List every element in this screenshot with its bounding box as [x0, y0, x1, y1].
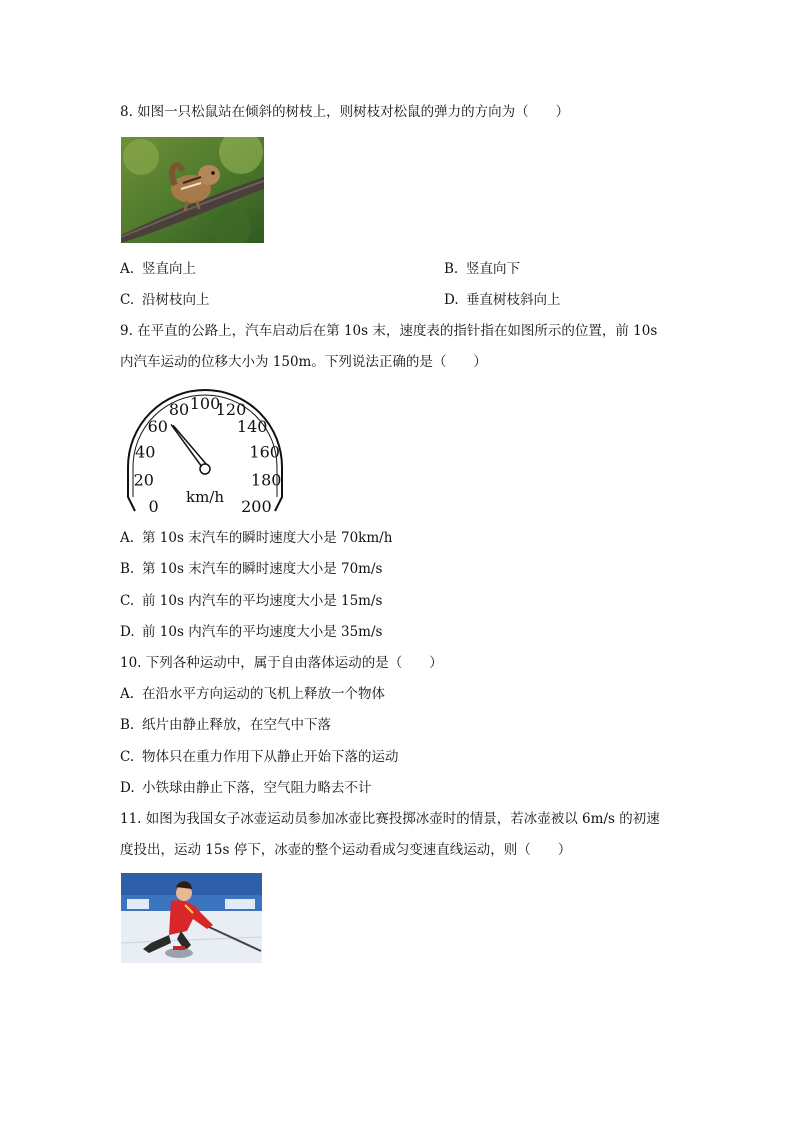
- q9-option-d[interactable]: [120, 623, 382, 641]
- option-label: D.: [120, 624, 135, 640]
- option-text: 第 10s 末汽车的瞬时速度大小是 70km/h: [142, 530, 393, 546]
- option-label: B.: [444, 261, 459, 277]
- q10-option-a[interactable]: [120, 685, 385, 703]
- option-label: B.: [120, 717, 135, 733]
- option-label: D.: [120, 780, 135, 796]
- q8-option-d[interactable]: [444, 291, 561, 309]
- q9-option-a[interactable]: [120, 529, 392, 547]
- option-text: 竖直向上: [142, 261, 196, 277]
- q10-stem: 10. 下列各种运动中，属于自由落体运动的是（ ）: [120, 655, 443, 671]
- option-text: 物体只在重力作用下从静止开始下落的运动: [142, 749, 399, 765]
- speedometer-tick-label: 120: [215, 400, 247, 420]
- speedometer-tick-label: 140: [236, 417, 268, 437]
- option-text: 小铁球由静止下落，空气阻力略去不计: [142, 780, 372, 796]
- speedometer-tick-label: 160: [249, 442, 280, 462]
- option-text: 纸片由静止释放，在空气中下落: [142, 717, 331, 733]
- q10-option-c[interactable]: [120, 748, 399, 766]
- speedometer-unit: km/h: [185, 488, 225, 506]
- option-text: 沿树枝向上: [142, 292, 210, 308]
- q9-stem-line2: 内汽车运动的位移大小为 150m。下列说法正确的是（ ）: [120, 354, 487, 370]
- speedometer-tick-label: 100: [189, 394, 221, 413]
- q10-option-d[interactable]: [120, 779, 372, 797]
- q8-option-c[interactable]: [120, 291, 210, 309]
- speedometer-tick-label: 0: [148, 496, 159, 513]
- speedometer-tick-label: 200: [241, 496, 272, 513]
- speedometer-figure: [125, 387, 285, 513]
- q9-option-b[interactable]: [120, 560, 382, 578]
- q8-stem: 8. 如图一只松鼠站在倾斜的树枝上，则树枝对松鼠的弹力的方向为（ ）: [120, 104, 570, 120]
- option-label: D.: [444, 292, 459, 308]
- option-label: B.: [120, 561, 135, 577]
- option-label: C.: [120, 749, 135, 765]
- option-label: A.: [120, 686, 135, 702]
- speedometer-needle: [171, 424, 202, 467]
- curling-photo: [121, 873, 262, 963]
- speedometer-needle-edge: [173, 425, 207, 465]
- option-text: 前 10s 内汽车的平均速度大小是 15m/s: [142, 593, 383, 609]
- option-text: 第 10s 末汽车的瞬时速度大小是 70m/s: [142, 561, 383, 577]
- option-label: A.: [120, 530, 135, 546]
- squirrel-photo: [121, 137, 264, 243]
- speedometer-tick-label: 40: [135, 442, 156, 462]
- q11-stem-line1: 11. 如图为我国女子冰壶运动员参加冰壶比赛投掷冰壶时的情景，若冰壶被以 6m/s 的初速: [120, 811, 660, 827]
- speedometer-tick-label: 60: [147, 417, 168, 437]
- option-text: 垂直树枝斜向上: [466, 292, 561, 308]
- q9-stem-line1: 9. 在平直的公路上，汽车启动后在第 10s 末，速度表的指针指在如图所示的位置，前 10s: [120, 323, 658, 339]
- q11-stem-line2: 度投出，运动 15s 停下，冰壶的整个运动看成匀变速直线运动，则（ ）: [120, 842, 572, 858]
- speedometer-tick-label: 20: [133, 470, 154, 490]
- speedometer-hub: [200, 464, 210, 474]
- q8-option-a[interactable]: [120, 260, 196, 278]
- option-text: 前 10s 内汽车的平均速度大小是 35m/s: [142, 624, 383, 640]
- q9-option-c[interactable]: [120, 592, 382, 610]
- speedometer-tick-label: 80: [168, 400, 190, 420]
- option-label: A.: [120, 261, 135, 277]
- option-text: 竖直向下: [466, 261, 520, 277]
- option-text: 在沿水平方向运动的飞机上释放一个物体: [142, 686, 385, 702]
- option-label: C.: [120, 292, 135, 308]
- q10-option-b[interactable]: [120, 716, 331, 734]
- option-label: C.: [120, 593, 135, 609]
- q8-option-b[interactable]: [444, 260, 520, 278]
- speedometer-tick-label: 180: [250, 470, 282, 490]
